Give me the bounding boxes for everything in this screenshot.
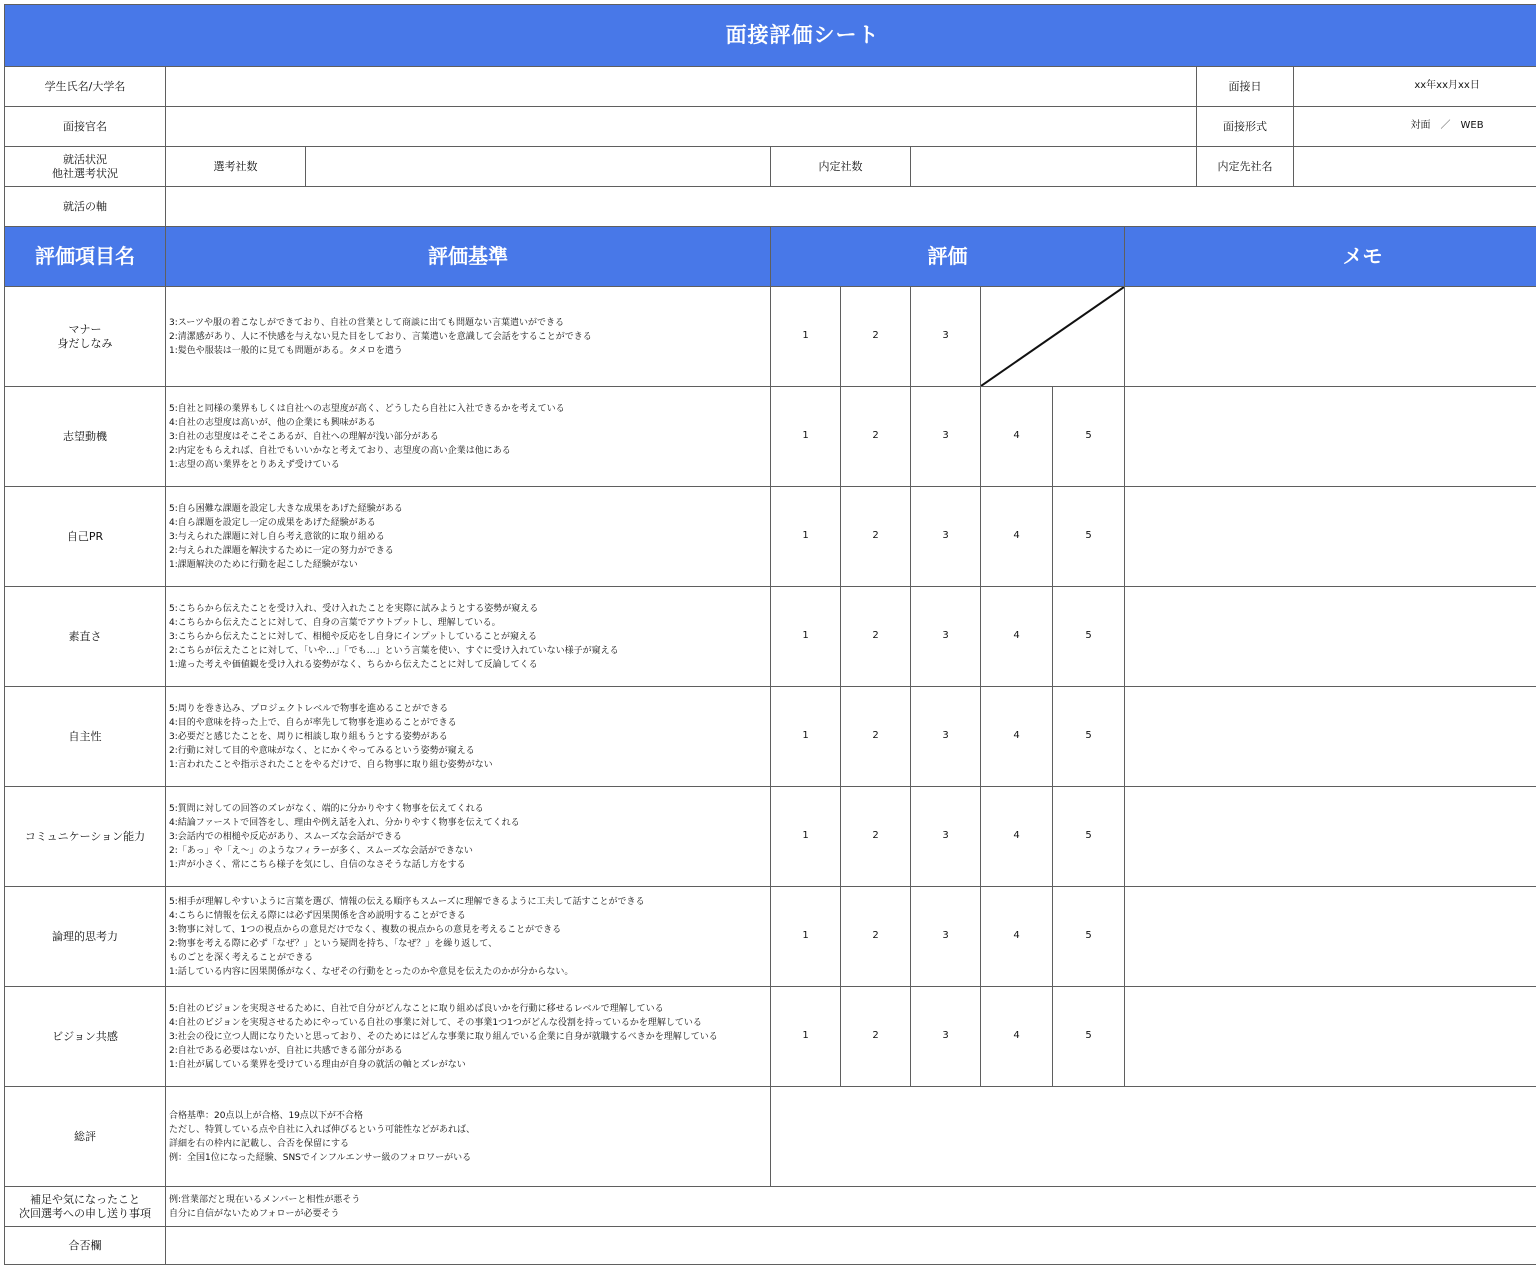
header-memo: メモ — [1125, 227, 1536, 287]
sheet-title: 面接評価シート — [5, 5, 1536, 67]
status-label-line-1: 就活状況 — [63, 152, 107, 166]
score-option[interactable]: 3 — [911, 387, 981, 487]
interview-format-field[interactable]: 対面 ／ WEB — [1294, 107, 1536, 147]
criteria-line: 5:自社のビジョンを実現させるために、自社で自分がどんなことに取り組めば良いかを行動に移せるレベルで理解している — [169, 1003, 664, 1014]
evaluation-row — [5, 587, 1536, 687]
selection-count-field[interactable] — [306, 147, 771, 187]
score-option[interactable]: 1 — [771, 287, 841, 387]
item-name — [5, 787, 166, 887]
criteria-line: 4:自社のビジョンを実現させるためにやっている自社の事業に対して、その事業1つ1つがどんな役割を持っているかを理解している — [169, 1017, 702, 1028]
criteria-line: 2:内定をもらえれば、自社でもいいかなと考えており、志望度の高い企業は他にある — [169, 445, 511, 456]
score-option[interactable]: 3 — [911, 487, 981, 587]
score-option[interactable]: 1 — [771, 787, 841, 887]
criteria-line: 4:こちらに情報を伝える際には必ず因果関係を含め説明することができる — [169, 910, 466, 921]
item-criteria — [166, 387, 771, 487]
interview-date-label: 面接日 — [1197, 67, 1294, 107]
item-name — [5, 987, 166, 1087]
criteria-line: 3:必要だと感じたことを、周りに相談し取り組もうとする姿勢がある — [169, 731, 448, 742]
score-option[interactable]: 2 — [841, 687, 911, 787]
criteria-line: 2:「あっ」や「え～」のようなフィラーが多く、スムーズな会話ができない — [169, 845, 473, 856]
criteria-line: 2:自社である必要はないが、自社に共感できる部分がある — [169, 1045, 403, 1056]
item-name — [5, 587, 166, 687]
criteria-line: 1:言われたことや指示されたことをやるだけで、自ら物事に取り組む姿勢がない — [169, 759, 493, 770]
score-option[interactable]: 4 — [981, 587, 1053, 687]
criteria-line: 5:自ら困難な課題を設定し大きな成果をあげた経験がある — [169, 503, 403, 514]
criteria-line: 1:自社が属している業界を受けている理由が自身の就活の軸とズレがない — [169, 1059, 466, 1070]
score-option[interactable]: 1 — [771, 587, 841, 687]
evaluation-row — [5, 287, 1536, 387]
criteria-line: 5:こちらから伝えたことを受け入れ、受け入れたことを実際に試みようとする姿勢が窺える — [169, 603, 539, 614]
score-option[interactable]: 5 — [1053, 587, 1125, 687]
status-label-line-2: 他社選考状況 — [52, 166, 118, 180]
criteria-line: 5:相手が理解しやすいように言葉を選び、情報の伝える順序もスムーズに理解できるように工夫して話すことができる — [169, 896, 645, 907]
item-criteria — [166, 687, 771, 787]
item-criteria — [166, 987, 771, 1087]
criteria-line: 3:物事に対して、1つの視点からの意見だけでなく、複数の視点からの意見を考えることができる — [169, 924, 562, 935]
score-option[interactable]: 1 — [771, 487, 841, 587]
criteria-line: 5:自社と同様の業界もしくは自社への志望度が高く、どうしたら自社に入社できるかを考えている — [169, 403, 565, 414]
memo-field[interactable] — [1125, 587, 1536, 687]
evaluation-row — [5, 387, 1536, 487]
score-option[interactable]: 4 — [981, 387, 1053, 487]
criteria-line: 3:こちらから伝えたことに対して、相槌や反応をし自身にインプットしていることが窺える — [169, 631, 537, 642]
score-option[interactable]: 5 — [1053, 687, 1125, 787]
item-name — [5, 287, 166, 387]
item-name-line: コミュニケーション能力 — [24, 829, 146, 843]
memo-field[interactable] — [1125, 687, 1536, 787]
score-option[interactable]: 3 — [911, 287, 981, 387]
criteria-line: 1:志望の高い業界をとりあえず受けている — [169, 459, 340, 470]
score-option[interactable]: 1 — [771, 987, 841, 1087]
score-option[interactable]: 5 — [1053, 887, 1125, 987]
notes-row — [5, 1187, 1536, 1227]
score-option[interactable]: 4 — [981, 787, 1053, 887]
memo-field[interactable] — [1125, 387, 1536, 487]
score-option[interactable]: 5 — [1053, 387, 1125, 487]
criteria-line: 4:目的や意味を持った上で、自らが率先して物事を進めることができる — [169, 717, 457, 728]
score-option[interactable]: 3 — [911, 687, 981, 787]
criteria-line: 3:与えられた課題に対し自ら考え意欲的に取り組める — [169, 531, 385, 542]
job-axis-field[interactable] — [166, 187, 1536, 227]
header-criteria: 評価基準 — [166, 227, 771, 287]
score-option[interactable]: 1 — [771, 387, 841, 487]
score-option[interactable]: 3 — [911, 587, 981, 687]
header-rating: 評価 — [771, 227, 1125, 287]
criteria-line: 2:行動に対して目的や意味がなく、とにかくやってみるという姿勢が窺える — [169, 745, 475, 756]
memo-field[interactable] — [1125, 487, 1536, 587]
student-name-field[interactable] — [166, 67, 1197, 107]
score-option[interactable]: 2 — [841, 587, 911, 687]
item-criteria — [166, 887, 771, 987]
item-criteria — [166, 587, 771, 687]
criteria-line: 4:こちらから伝えたことに対して、自身の言葉でアウトプットし、理解している。 — [169, 617, 501, 628]
score-option[interactable]: 4 — [981, 987, 1053, 1087]
interviewer-label: 面接官名 — [5, 107, 166, 147]
notes-field[interactable] — [166, 1187, 1536, 1227]
score-option[interactable]: 3 — [911, 787, 981, 887]
overall-comment-field[interactable] — [771, 1087, 1536, 1187]
item-name-line: 論理的思考力 — [52, 929, 118, 943]
criteria-line: 1:声が小さく、常にこちら様子を気にし、自信のなさそうな話し方をする — [169, 859, 466, 870]
item-name — [5, 687, 166, 787]
selection-count-label: 選考社数 — [166, 147, 306, 187]
criteria-line: 4:結論ファーストで回答をし、理由や例え話を入れ、分かりやすく物事を伝えてくれる — [169, 817, 520, 828]
header-item-name: 評価項目名 — [5, 227, 166, 287]
offer-count-field[interactable] — [911, 147, 1197, 187]
memo-field[interactable] — [1125, 987, 1536, 1087]
notes-label — [5, 1187, 166, 1227]
score-option[interactable]: 5 — [1053, 987, 1125, 1087]
item-name-line: 自主性 — [68, 729, 102, 743]
criteria-line: ものごとを深く考えることができる — [169, 952, 314, 963]
score-option[interactable]: 2 — [841, 787, 911, 887]
criteria-line: 2:与えられた課題を解決するために一定の努力ができる — [169, 545, 394, 556]
evaluation-row — [5, 987, 1536, 1087]
score-option[interactable]: 1 — [771, 687, 841, 787]
memo-field[interactable] — [1125, 887, 1536, 987]
criteria-line: 3:会話内での相槌や反応があり、スムーズな会話ができる — [169, 831, 402, 842]
evaluation-sheet-table — [4, 4, 1536, 1265]
diagonal-slash-icon — [981, 287, 1124, 386]
score-option[interactable]: 5 — [1053, 487, 1125, 587]
criteria-line: 2:物事を考える際に必ず「なぜ？」という疑問を持ち、「なぜ？」を繰り返して、 — [169, 938, 498, 949]
evaluation-row — [5, 787, 1536, 887]
notes-line: 例:営業部だと現在いるメンバーと相性が悪そう — [169, 1194, 361, 1205]
score-option[interactable]: 2 — [841, 287, 911, 387]
criteria-line: 1:話している内容に因果関係がなく、なぜその行動をとったのかや意見を伝えたのかが分からない。 — [169, 966, 574, 977]
notes-label-line: 補足や気になったこと — [30, 1192, 140, 1206]
criteria-line: 2:清潔感があり、人に不快感を与えない見た目をしており、言葉遣いを意識して会話をすることができる — [169, 331, 592, 342]
score-option[interactable]: 4 — [981, 887, 1053, 987]
job-axis-label: 就活の軸 — [5, 187, 166, 227]
score-option[interactable]: 3 — [911, 987, 981, 1087]
result-row — [5, 1227, 1536, 1265]
item-criteria — [166, 787, 771, 887]
criteria-line: 1:課題解決のために行動を起こした経験がない — [169, 559, 358, 570]
overall-criteria-line: ただし、特質している点や自社に入れば伸びるという可能性などがあれば、 — [169, 1124, 476, 1135]
item-name-line: 自己PR — [66, 529, 104, 543]
not-applicable-cell — [981, 287, 1125, 387]
item-criteria — [166, 287, 771, 387]
overall-criteria — [166, 1087, 771, 1187]
overall-criteria-line: 合格基準：20点以上が合格、19点以下が不合格 — [169, 1110, 363, 1121]
interview-date-field[interactable]: xx年xx月xx日 — [1294, 67, 1536, 107]
score-option[interactable]: 2 — [841, 387, 911, 487]
memo-field[interactable] — [1125, 287, 1536, 387]
notes-label-line: 次回選考への申し送り事項 — [19, 1206, 151, 1220]
criteria-line: 1:違った考えや価値観を受け入れる姿勢がなく、ちらから伝えたことに対して反論してくる — [169, 659, 538, 670]
notes-line: 自分に自信がないためフォローが必要そう — [169, 1208, 340, 1219]
criteria-line: 4:自ら課題を設定し一定の成果をあげた経験がある — [169, 517, 376, 528]
student-name-label: 学生氏名/大学名 — [5, 67, 166, 107]
item-criteria — [166, 487, 771, 587]
score-option[interactable]: 4 — [981, 687, 1053, 787]
offer-count-label: 内定社数 — [771, 147, 911, 187]
interview-format-label: 面接形式 — [1197, 107, 1294, 147]
overall-row — [5, 1087, 1536, 1187]
criteria-line: 5:周りを巻き込み、プロジェクトレベルで物事を進めることができる — [169, 703, 449, 714]
evaluation-row — [5, 687, 1536, 787]
result-field[interactable] — [166, 1227, 1536, 1265]
score-option[interactable]: 2 — [841, 487, 911, 587]
score-option[interactable]: 3 — [911, 887, 981, 987]
item-name-line: ビジョン共感 — [52, 1029, 118, 1043]
evaluation-row — [5, 887, 1536, 987]
item-name — [5, 487, 166, 587]
score-option[interactable]: 2 — [841, 987, 911, 1087]
result-label: 合否欄 — [5, 1227, 166, 1265]
evaluation-row — [5, 487, 1536, 587]
criteria-line: 3:社会の役に立つ人間になりたいと思っており、そのためにはどんな事業に取り組んでいる企業に自身が就職するべきかを理解している — [169, 1031, 718, 1042]
overall-label: 総評 — [5, 1087, 166, 1187]
overall-criteria-line: 例：全国1位になった経験、SNSでインフルエンサー級のフォロワーがいる — [169, 1152, 472, 1163]
criteria-line: 4:自社の志望度は高いが、他の企業にも興味がある — [169, 417, 376, 428]
memo-field[interactable] — [1125, 787, 1536, 887]
item-name-line: 身だしなみ — [57, 336, 113, 350]
job-hunting-status-label — [5, 147, 166, 187]
item-name — [5, 887, 166, 987]
score-option[interactable]: 4 — [981, 487, 1053, 587]
offer-company-label: 内定先社名 — [1197, 147, 1294, 187]
item-name-line: 素直さ — [68, 629, 102, 643]
item-name — [5, 387, 166, 487]
item-name-line: 志望動機 — [63, 429, 107, 443]
score-option[interactable]: 2 — [841, 887, 911, 987]
criteria-line: 3:スーツや服の着こなしができており、自社の営業として商談に出ても問題ない言葉遣いができる — [169, 317, 564, 328]
criteria-line: 2:こちらが伝えたことに対して、「いや…」「でも…」という言葉を使い、すぐに受け入れていない様子が窺える — [169, 645, 619, 656]
criteria-line: 3:自社の志望度はそこそこあるが、自社への理解が浅い部分がある — [169, 431, 439, 442]
item-name-line: マナー — [68, 322, 102, 336]
score-option[interactable]: 1 — [771, 887, 841, 987]
score-option[interactable]: 5 — [1053, 787, 1125, 887]
criteria-line: 5:質問に対しての回答のズレがなく、端的に分かりやすく物事を伝えてくれる — [169, 803, 484, 814]
interviewer-field[interactable] — [166, 107, 1197, 147]
criteria-line: 1:髪色や服装は一般的に見ても問題がある。タメロを遣う — [169, 345, 403, 356]
overall-criteria-line: 詳細を右の枠内に記載し、合否を保留にする — [169, 1138, 350, 1149]
offer-company-field[interactable] — [1294, 147, 1536, 187]
